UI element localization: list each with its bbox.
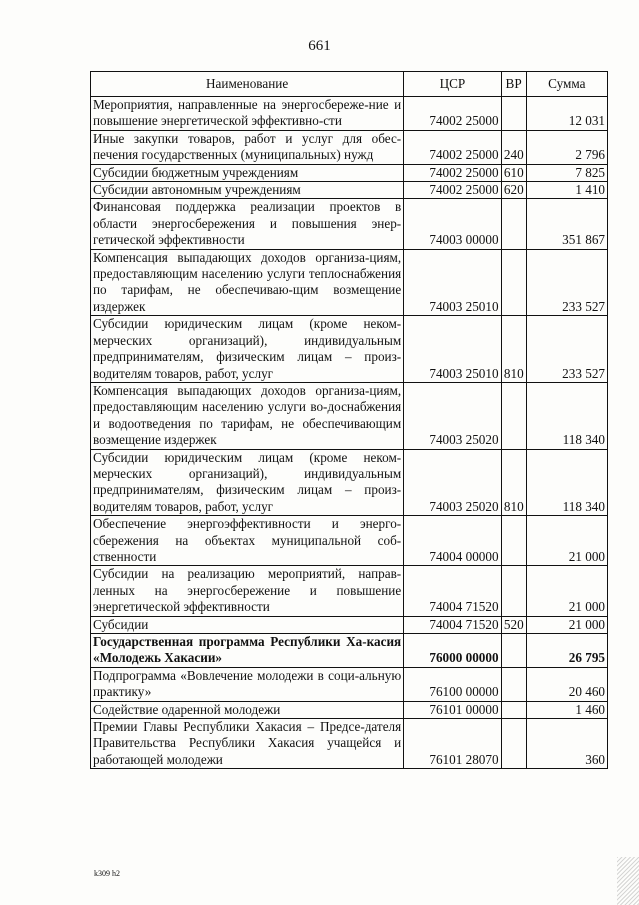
header-code: ЦСР <box>404 72 501 97</box>
cell-sum: 233 527 <box>526 316 607 383</box>
table-row <box>91 616 608 633</box>
cell-name: Субсидии автономным учреждениям <box>91 182 404 199</box>
table-row <box>91 449 608 516</box>
cell-name: Субсидии бюджетным учреждениям <box>91 164 404 181</box>
table-row <box>91 182 608 199</box>
cell-code: 76101 00000 <box>404 701 501 718</box>
table-row <box>91 199 608 249</box>
cell-code: 74002 25000 <box>404 97 501 131</box>
cell-name: Финансовая поддержка реализации проектов в области энергосбережения и повышения энер-гетической эффективности <box>91 199 404 249</box>
cell-sum: 360 <box>526 719 607 769</box>
cell-code: 76101 28070 <box>404 719 501 769</box>
table-row <box>91 566 608 616</box>
scan-artifact <box>617 857 639 905</box>
cell-code: 74002 25000 <box>404 182 501 199</box>
table-row <box>91 382 608 449</box>
cell-sum: 1 460 <box>526 701 607 718</box>
table-body <box>91 97 608 769</box>
cell-vr <box>501 719 526 769</box>
cell-code: 74003 25010 <box>404 316 501 383</box>
cell-sum: 118 340 <box>526 449 607 516</box>
cell-name: Компенсация выпадающих доходов организа-циям, предоставляющим населению услуги во-доснабжения и водоотведения по тарифам, не обеспечивающим возмещение издержек <box>91 382 404 449</box>
cell-sum: 26 795 <box>526 634 607 668</box>
table-row <box>91 634 608 668</box>
cell-name: Содействие одаренной молодежи <box>91 701 404 718</box>
cell-sum: 21 000 <box>526 516 607 566</box>
cell-code: 76000 00000 <box>404 634 501 668</box>
cell-code: 74003 25010 <box>404 249 501 316</box>
cell-sum: 7 825 <box>526 164 607 181</box>
header-sum: Сумма <box>526 72 607 97</box>
cell-vr <box>501 667 526 701</box>
cell-code: 74004 00000 <box>404 516 501 566</box>
cell-code: 74004 71520 <box>404 616 501 633</box>
header-name: Наименование <box>91 72 404 97</box>
footer-code: k309 h2 <box>94 869 120 878</box>
cell-code: 76100 00000 <box>404 667 501 701</box>
budget-table <box>90 71 608 769</box>
cell-sum: 20 460 <box>526 667 607 701</box>
cell-vr: 810 <box>501 449 526 516</box>
table-row <box>91 316 608 383</box>
table-row <box>91 516 608 566</box>
cell-code: 74002 25000 <box>404 164 501 181</box>
table-row <box>91 97 608 131</box>
page-number: 661 <box>308 38 331 54</box>
table-row <box>91 130 608 164</box>
table-row <box>91 249 608 316</box>
table-header-row <box>91 72 608 97</box>
cell-code: 74003 25020 <box>404 449 501 516</box>
cell-vr <box>501 382 526 449</box>
cell-name: Подпрограмма «Вовлечение молодежи в соци-альную практику» <box>91 667 404 701</box>
cell-sum: 21 000 <box>526 616 607 633</box>
cell-sum: 12 031 <box>526 97 607 131</box>
cell-name: Государственная программа Республики Ха-касия «Молодежь Хакасии» <box>91 634 404 668</box>
cell-vr: 610 <box>501 164 526 181</box>
cell-name: Субсидии <box>91 616 404 633</box>
cell-vr <box>501 701 526 718</box>
cell-name: Обеспечение энергоэффективности и энерго-сбережения на объектах муниципальной соб-ственности <box>91 516 404 566</box>
cell-name: Субсидии юридическим лицам (кроме неком-мерческих организаций), индивидуальным предпринимателям, физическим лицам – произ-водителям товаров, работ, услуг <box>91 316 404 383</box>
table-row <box>91 701 608 718</box>
cell-code: 74003 25020 <box>404 382 501 449</box>
table-row <box>91 667 608 701</box>
cell-sum: 233 527 <box>526 249 607 316</box>
table-row <box>91 164 608 181</box>
cell-vr: 620 <box>501 182 526 199</box>
table-row <box>91 719 608 769</box>
cell-name: Иные закупки товаров, работ и услуг для обес-печения государственных (муниципальных) нужд <box>91 130 404 164</box>
cell-vr: 240 <box>501 130 526 164</box>
cell-vr <box>501 634 526 668</box>
cell-vr: 520 <box>501 616 526 633</box>
cell-vr <box>501 199 526 249</box>
cell-name: Премии Главы Республики Хакасия – Предсе-дателя Правительства Республики Хакасия учащейся и работающей молодежи <box>91 719 404 769</box>
cell-name: Компенсация выпадающих доходов организа-циям, предоставляющим населению услуги теплоснабжения по тарифам, не обеспечиваю-щим возмещение издержек <box>91 249 404 316</box>
cell-sum: 1 410 <box>526 182 607 199</box>
cell-name: Мероприятия, направленные на энергосбереже-ние и повышение энергетической эффективно-сти <box>91 97 404 131</box>
cell-code: 74004 71520 <box>404 566 501 616</box>
cell-sum: 118 340 <box>526 382 607 449</box>
cell-vr <box>501 97 526 131</box>
cell-sum: 2 796 <box>526 130 607 164</box>
cell-vr <box>501 249 526 316</box>
cell-sum: 351 867 <box>526 199 607 249</box>
cell-code: 74003 00000 <box>404 199 501 249</box>
cell-sum: 21 000 <box>526 566 607 616</box>
cell-name: Субсидии юридическим лицам (кроме неком-мерческих организаций), индивидуальным предпринимателям, физическим лицам – произ-водителям товаров, работ, услуг <box>91 449 404 516</box>
cell-vr: 810 <box>501 316 526 383</box>
cell-name: Субсидии на реализацию мероприятий, направ-ленных на энергосбережение и повышение энергетической эффективности <box>91 566 404 616</box>
cell-vr <box>501 566 526 616</box>
cell-code: 74002 25000 <box>404 130 501 164</box>
header-vr: ВР <box>501 72 526 97</box>
cell-vr <box>501 516 526 566</box>
